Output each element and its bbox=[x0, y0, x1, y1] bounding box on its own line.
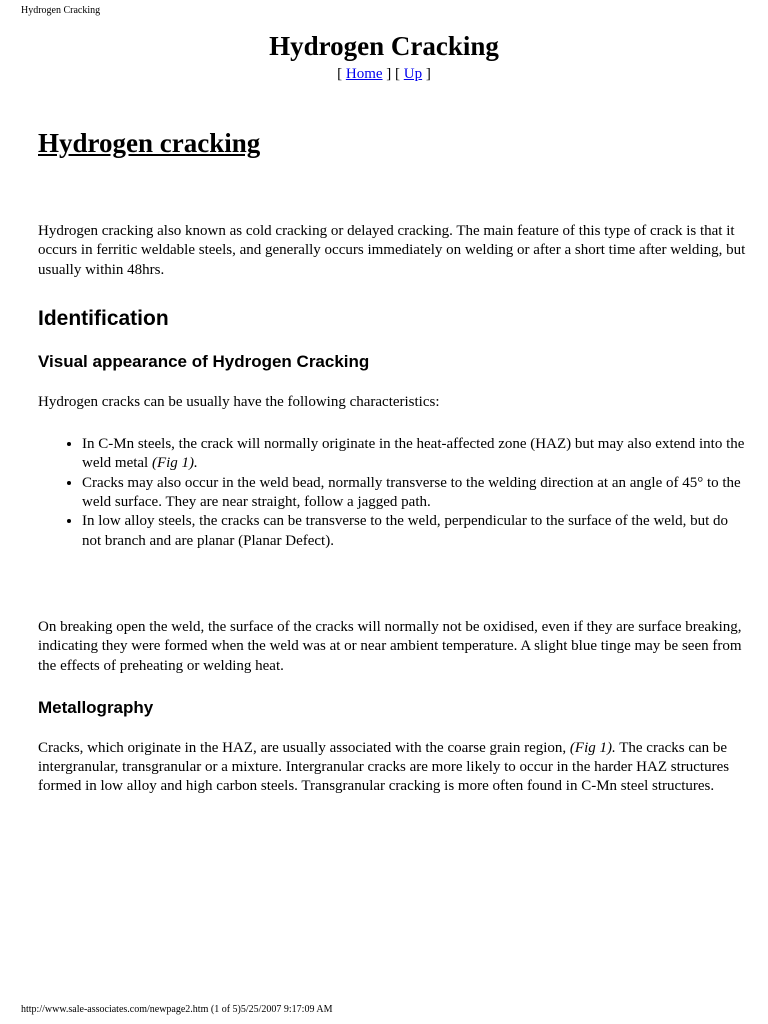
home-link[interactable]: Home bbox=[345, 66, 383, 82]
nav-bracket-mid: ] [ bbox=[382, 66, 404, 82]
nav-bracket-open: [ bbox=[337, 66, 346, 82]
visual-appearance-heading: Visual appearance of Hydrogen Cracking bbox=[38, 351, 370, 371]
metallography-paragraph bbox=[38, 739, 750, 797]
breaking-open-paragraph: On breaking open the weld, the surface of the cracks will normally not be oxidised, even if they are surface breaking, indicating they were formed when the weld was at or near ambient temperature. A slight blue tinge may be seen from the effects of preheating or welding heat. bbox=[38, 618, 742, 674]
list-item-text: In low alloy steels, the cracks can be transverse to the weld, perpendicular to the surface of the weld, but do not branch and are planar (Planar Defect). bbox=[82, 513, 729, 549]
up-link[interactable]: Up bbox=[403, 66, 423, 82]
list-item-text: Cracks may also occur in the weld bead, normally transverse to the welding direction at an angle of 45° to the weld surface. They are near straight, follow a jagged path. bbox=[82, 474, 741, 511]
running-footer: http://www.sale-associates.com/newpage2.htm (1 of 5)5/25/2007 9:17:09 AM bbox=[21, 1004, 333, 1015]
characteristics-intro: Hydrogen cracks can be usually have the following characteristics: bbox=[38, 393, 440, 410]
fig-reference: (Fig 1). bbox=[151, 455, 198, 472]
list-item bbox=[82, 474, 750, 513]
running-header: Hydrogen Cracking bbox=[21, 5, 101, 16]
site-title: Hydrogen Cracking bbox=[269, 31, 499, 61]
characteristics-list bbox=[38, 435, 750, 551]
metallography-text-after: The cracks can be intergranular, transgranular or a mixture. Intergranular cracks are more likely to occur in the harder HAZ structures formed in low alloy and high carbon steels. Transgranular cracking is more often found in C-Mn steel structures. bbox=[38, 739, 730, 795]
metallography-heading: Metallography bbox=[38, 697, 154, 717]
list-item-text: In C-Mn steels, the crack will normally originate in the heat-affected zone (HAZ) but may also extend into the weld metal bbox=[82, 436, 745, 472]
main-content bbox=[38, 126, 750, 797]
page-heading: Hydrogen cracking bbox=[38, 128, 261, 158]
intro-paragraph: Hydrogen cracking also known as cold cracking or delayed cracking. The main feature of this type of crack is that it occurs in ferritic weldable steels, and generally occurs immediately on welding or after a short time after welding, but usually within 48hrs. bbox=[38, 223, 746, 278]
nav-bracket-close: ] bbox=[422, 66, 431, 82]
list-item bbox=[82, 435, 750, 474]
identification-heading: Identification bbox=[38, 306, 169, 330]
metallography-text-before: Cracks, which originate in the HAZ, are usually associated with the coarse grain region, bbox=[38, 739, 570, 756]
fig-reference: (Fig 1). bbox=[569, 739, 616, 756]
list-item bbox=[82, 512, 750, 551]
nav-links bbox=[0, 65, 768, 83]
